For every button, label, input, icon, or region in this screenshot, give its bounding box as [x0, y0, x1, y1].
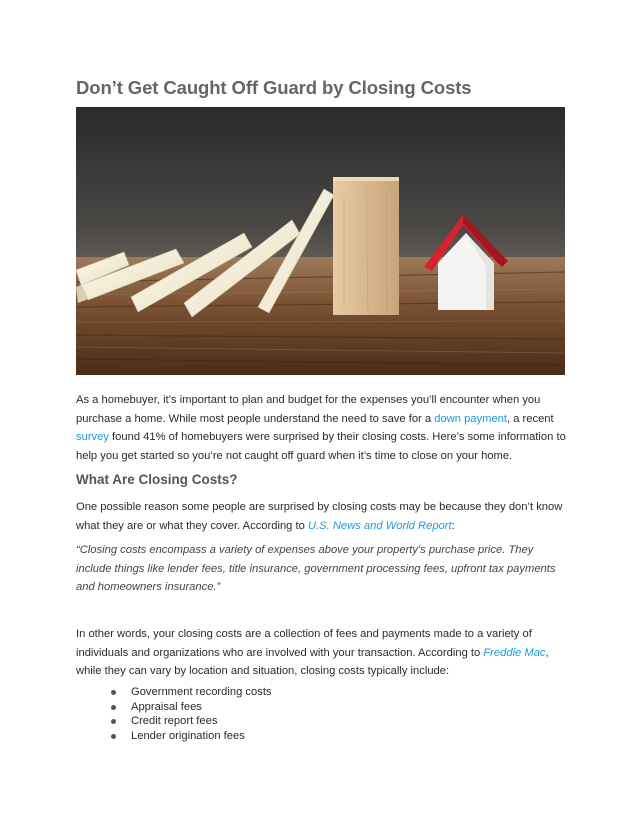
list-item	[108, 729, 272, 744]
bullet-icon	[111, 734, 116, 739]
list-item	[108, 685, 272, 700]
section-text-1: One possible reason some people are surprised by closing costs may be because they don’t know what they are or what they cover. According to	[76, 501, 563, 532]
intro-paragraph	[76, 391, 566, 465]
list-item	[108, 714, 272, 729]
list-item-text: Credit report fees	[131, 715, 218, 727]
list-item-text: Lender origination fees	[131, 729, 245, 742]
intro-text-1: As a homebuyer, it’s important to plan and budget for the expenses you’ll encounter when you purchase a home. While most people understand the need to save for a	[76, 394, 541, 425]
closing-costs-list	[108, 685, 272, 743]
bullet-icon	[111, 690, 116, 695]
bullet-icon	[111, 705, 116, 710]
section-heading: What Are Closing Costs?	[76, 472, 238, 487]
section-text-2: :	[451, 519, 455, 532]
wooden-block	[333, 177, 399, 315]
page-title: Don’t Get Caught Off Guard by Closing Costs	[76, 77, 472, 98]
freddie-mac-link[interactable]: Freddie Mac	[483, 646, 546, 659]
list-item	[108, 700, 272, 715]
closing-costs-paragraph	[76, 625, 566, 681]
bullet-icon	[111, 719, 116, 724]
list-item-text: Appraisal fees	[131, 700, 202, 713]
para3-text-1: In other words, your closing costs are a collection of fees and payments made to a variety of individuals and organizations who are involved with your transaction. According to	[76, 628, 532, 659]
down-payment-link[interactable]: down payment	[434, 412, 507, 425]
us-news-link[interactable]: U.S. News and World Report	[307, 519, 452, 532]
section-paragraph	[76, 498, 566, 535]
para3-text-2: , while they can vary by location and situation, closing costs typically include:	[76, 646, 549, 677]
survey-link[interactable]: survey	[76, 431, 109, 443]
quote-block: “Closing costs encompass a variety of expenses above your property's purchase price. They include things like lender fees, title insurance, government processing fees, upfront tax payments and homeowners insurance.”	[76, 544, 556, 593]
hero-image	[76, 107, 565, 375]
intro-text-2: , a recent	[506, 412, 554, 425]
list-item-text: Government recording costs	[131, 686, 272, 698]
intro-text-3: found 41% of homebuyers were surprised by their closing costs. Here’s some information to help you get started so you’re not caught off guard when it’s time to close on your home.	[76, 431, 566, 462]
